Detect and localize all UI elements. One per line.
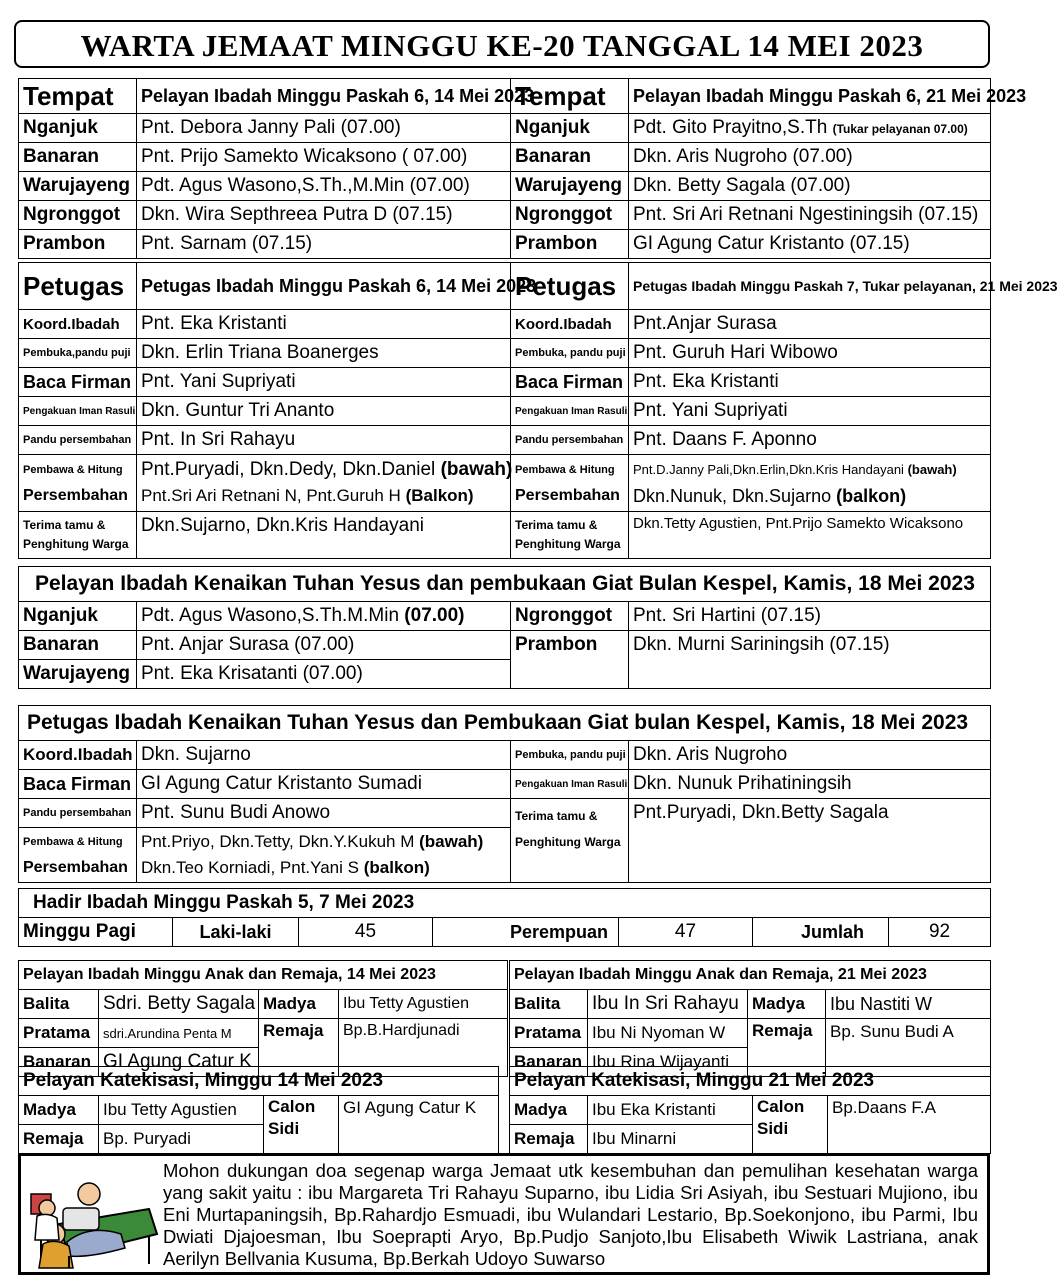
role: Baca Firman xyxy=(511,368,629,397)
tempat-header-right: Pelayan Ibadah Minggu Paskah 6, 21 Mei 2023 xyxy=(629,79,991,114)
doa-text: Mohon dukungan doa segenap warga Jemaat utk kesembuhan dan pemulihan kesehatan warga yang sakit yaitu : ibu Margareta Tri Rahayu Suparno, ibu Lidia Sri Asiyah, ibu Sestuari Mujiono, ibu Eni Murtapaningsih, Bp.Rahardjo Esmuadi, ibu Wulandari Lestario, Bp.Soekonjono, ibu Parmi, Ibu Dwiati Djajoesman, Ibu Soeprapti Aryo, Bp.Pudjo Sanjoto,Ibu Elisabeth Wiwik Lastriana, anak Aerilyn Bellvania Kusuma, Bp.Berkah Udoyo Suwarso xyxy=(163,1160,978,1269)
petugas-name: Pnt. Sunu Budi Anowo xyxy=(137,799,511,828)
pelayan xyxy=(137,602,511,631)
pelayan: Bp. Puryadi xyxy=(99,1125,264,1154)
tempat-table xyxy=(18,78,1027,259)
kenaikan-petugas-header: Petugas Ibadah Kenaikan Tuhan Yesus dan Pembukaan Giat bulan Kespel, Kamis, 18 Mei 2023 xyxy=(19,706,991,741)
tempat-header-left: Pelayan Ibadah Minggu Paskah 6, 14 Mei 2023 xyxy=(137,79,511,114)
petugas-header-left: Petugas Ibadah Minggu Paskah 6, 14 Mei 2023 xyxy=(137,263,511,310)
pelayan: Pnt. Prijo Samekto Wicaksono ( 07.00) xyxy=(137,143,511,172)
role: Pengakuan Iman Rasuli xyxy=(19,397,137,426)
place: Ngronggot xyxy=(511,201,629,230)
petugas-label-right: Petugas xyxy=(511,263,629,310)
pelayan: Ibu Ni Nyoman W xyxy=(588,1019,748,1048)
pelayan-note: (Tukar pelayanan 07.00) xyxy=(832,122,968,136)
role-b: Persembahan xyxy=(23,859,128,876)
role: Pandu persembahan xyxy=(511,426,629,455)
name-a: Pnt.D.Janny Pali,Dkn.Erlin,Dkn.Kris Handayani xyxy=(633,462,904,477)
hadir-table xyxy=(18,888,991,947)
kenaikan-pelayan-header: Pelayan Ibadah Kenaikan Tuhan Yesus dan pembukaan Giat Bulan Kespel, Kamis, 18 Mei 2023 xyxy=(19,567,991,602)
hadir-header: Hadir Ibadah Minggu Paskah 5, 7 Mei 2023 xyxy=(19,889,991,918)
pelayan: Ibu Tetty Agustien xyxy=(339,990,508,1019)
role: Koord.Ibadah xyxy=(19,741,137,770)
petugas-name: Dkn. Sujarno xyxy=(137,741,511,770)
role-b: Penghitung Warga xyxy=(515,835,621,849)
role xyxy=(511,512,629,559)
role xyxy=(19,512,137,559)
place: Prambon xyxy=(511,631,629,689)
sidi-label: Sidi xyxy=(757,1119,789,1138)
note-a: (bawah) xyxy=(440,459,513,480)
pelayan: Bp.Daans F.A xyxy=(828,1096,991,1154)
note-a: (bawah) xyxy=(907,462,957,477)
place: Warujayeng xyxy=(19,660,137,689)
petugas-name: Pnt. Guruh Hari Wibowo xyxy=(629,339,991,368)
petugas-name: Pnt. Eka Kristanti xyxy=(629,368,991,397)
page-title: WARTA JEMAAT MINGGU KE-20 TANGGAL 14 MEI 2023 xyxy=(80,28,924,63)
level: Remaja xyxy=(510,1125,588,1154)
pelayan xyxy=(629,114,991,143)
petugas-name: Pnt. Daans F. Aponno xyxy=(629,426,991,455)
place: Banaran xyxy=(19,143,137,172)
petugas-name xyxy=(629,455,991,512)
laki-label: Laki-laki xyxy=(173,918,299,947)
place: Banaran xyxy=(19,631,137,660)
calon-label: Calon xyxy=(757,1097,805,1116)
place: Ngronggot xyxy=(19,201,137,230)
jumlah-count: 92 xyxy=(889,918,991,947)
jumlah-label: Jumlah xyxy=(753,918,889,947)
pelayan: Pdt. Agus Wasono,S.Th.,M.Min (07.00) xyxy=(137,172,511,201)
note-b: (balkon) xyxy=(363,858,430,877)
pelayan: Dkn. Betty Sagala (07.00) xyxy=(629,172,991,201)
petugas-name: Dkn.Tetty Agustien, Pnt.Prijo Samekto Wicaksono xyxy=(629,512,991,559)
calon-label: Calon xyxy=(268,1097,316,1116)
pelayan: GI Agung Catur K xyxy=(99,1048,259,1077)
pelayan: Pnt. Sri Hartini (07.15) xyxy=(629,602,991,631)
petugas-name: Pnt.Anjar Surasa xyxy=(629,310,991,339)
level: Pratama xyxy=(19,1019,99,1048)
perempuan-label: Perempuan xyxy=(433,918,619,947)
line-b xyxy=(141,483,506,509)
pelayan: Bp. Sunu Budi A xyxy=(826,1019,991,1077)
pelayan: Dkn. Wira Septhreea Putra D (07.15) xyxy=(137,201,511,230)
role: Pandu persembahan xyxy=(19,426,137,455)
role-b: Penghitung Warga xyxy=(515,537,621,551)
name-b: Dkn.Nunuk, Dkn.Sujarno xyxy=(633,486,832,506)
pelayan: Ibu Nastiti W xyxy=(826,990,991,1019)
role: Pembuka,pandu puji xyxy=(19,339,137,368)
petugas-name xyxy=(137,828,511,883)
role: Baca Firman xyxy=(19,770,137,799)
level: Remaja xyxy=(748,1019,826,1077)
petugas-table xyxy=(18,262,1058,559)
place: Warujayeng xyxy=(19,172,137,201)
perempuan-count: 47 xyxy=(619,918,753,947)
name-a: Pnt.Puryadi, Dkn.Dedy, Dkn.Daniel xyxy=(141,459,436,480)
pelayan: Pnt. Debora Janny Pali (07.00) xyxy=(137,114,511,143)
note-b: (balkon) xyxy=(836,486,907,506)
tempat-label-right: Tempat xyxy=(511,79,629,114)
role-a: Terima tamu & xyxy=(23,518,106,532)
katekisasi-header: Pelayan Katekisasi, Minggu 21 Mei 2023 xyxy=(510,1067,991,1096)
sick-patient-icon xyxy=(29,1164,159,1268)
level: Banaran xyxy=(510,1048,588,1077)
note-b: (Balkon) xyxy=(405,486,474,505)
pelayan: GI Agung Catur Kristanto (07.15) xyxy=(629,230,991,259)
petugas-name: Dkn. Guntur Tri Ananto xyxy=(137,397,511,426)
role: Pembuka, pandu puji xyxy=(511,741,629,770)
petugas-name: Dkn. Erlin Triana Boanerges xyxy=(137,339,511,368)
level: Pratama xyxy=(510,1019,588,1048)
doa-box xyxy=(18,1153,990,1275)
katekisasi-left xyxy=(18,1066,499,1154)
role xyxy=(19,828,137,883)
level xyxy=(753,1096,828,1154)
anak-remaja-header: Pelayan Ibadah Minggu Anak dan Remaja, 21 Mei 2023 xyxy=(510,961,991,990)
name-a: Pnt.Priyo, Dkn.Tetty, Dkn.Y.Kukuh M xyxy=(141,832,415,851)
katekisasi-right xyxy=(509,1066,991,1154)
role: Pandu persembahan xyxy=(19,799,137,828)
tempat-label-left: Tempat xyxy=(19,79,137,114)
anak-remaja-right xyxy=(509,960,991,1077)
role: Koord.Ibadah xyxy=(511,310,629,339)
petugas-header-right: Petugas Ibadah Minggu Paskah 7, Tukar pelayanan, 21 Mei 2023 xyxy=(629,263,991,310)
level: Remaja xyxy=(19,1125,99,1154)
sidi-label: Sidi xyxy=(268,1119,300,1138)
role xyxy=(511,455,629,512)
petugas-name: GI Agung Catur Kristanto Sumadi xyxy=(137,770,511,799)
pelayan: sdri.Arundina Penta M xyxy=(99,1019,259,1048)
place: Warujayeng xyxy=(511,172,629,201)
kenaikan-pelayan-table xyxy=(18,566,991,689)
place: Banaran xyxy=(511,143,629,172)
place: Ngronggot xyxy=(511,602,629,631)
laki-count: 45 xyxy=(299,918,433,947)
line-b xyxy=(141,855,506,881)
pelayan-name: Pdt. Agus Wasono,S.Th.M.Min xyxy=(141,605,400,626)
role-b: Persembahan xyxy=(515,487,620,504)
title-box xyxy=(14,20,990,68)
pelayan: Ibu Tetty Agustien xyxy=(99,1096,264,1125)
place: Nganjuk xyxy=(19,114,137,143)
level: Madya xyxy=(19,1096,99,1125)
petugas-name: Pnt. Yani Supriyati xyxy=(629,397,991,426)
level: Banaran xyxy=(19,1048,99,1077)
role: Pengakuan Iman Rasuli xyxy=(511,397,629,426)
place: Nganjuk xyxy=(19,602,137,631)
pelayan: Ibu Eka Kristanti xyxy=(588,1096,753,1125)
pelayan-name: Pdt. Gito Prayitno,S.Th xyxy=(633,117,828,138)
hadir-label: Minggu Pagi xyxy=(19,918,173,947)
role-a: Pembawa & Hitung xyxy=(515,464,615,476)
role: Koord.Ibadah xyxy=(19,310,137,339)
role-a: Pembawa & Hitung xyxy=(23,836,123,848)
petugas-name xyxy=(137,455,511,512)
petugas-name: Dkn. Aris Nugroho xyxy=(629,741,991,770)
pelayan: Pnt. Anjar Surasa (07.00) xyxy=(137,631,511,660)
pelayan: Dkn. Murni Sariningsih (07.15) xyxy=(629,631,991,689)
level xyxy=(264,1096,339,1154)
place: Nganjuk xyxy=(511,114,629,143)
level: Madya xyxy=(510,1096,588,1125)
level: Balita xyxy=(19,990,99,1019)
pelayan: Pnt. Sri Ari Retnani Ngestiningsih (07.15) xyxy=(629,201,991,230)
pelayan: GI Agung Catur K xyxy=(339,1096,499,1154)
petugas-name: Pnt. Yani Supriyati xyxy=(137,368,511,397)
pelayan: Pnt. Sarnam (07.15) xyxy=(137,230,511,259)
petugas-label-left: Petugas xyxy=(19,263,137,310)
pelayan: Ibu Rina Wijayanti xyxy=(588,1048,748,1077)
anak-remaja-left xyxy=(18,960,508,1077)
petugas-name: Pnt. Eka Kristanti xyxy=(137,310,511,339)
role-b: Persembahan xyxy=(23,487,128,504)
level: Madya xyxy=(748,990,826,1019)
line-b xyxy=(633,483,986,509)
role: Pembuka, pandu puji xyxy=(511,339,629,368)
pelayan: Dkn. Aris Nugroho (07.00) xyxy=(629,143,991,172)
pelayan: Pnt. Eka Krisatanti (07.00) xyxy=(137,660,511,689)
petugas-name: Dkn. Nunuk Prihatiningsih xyxy=(629,770,991,799)
name-b: Pnt.Sri Ari Retnani N, Pnt.Guruh H xyxy=(141,486,401,505)
role: Pengakuan Iman Rasuli xyxy=(511,770,629,799)
katekisasi-header: Pelayan Katekisasi, Minggu 14 Mei 2023 xyxy=(19,1067,499,1096)
anak-remaja-header: Pelayan Ibadah Minggu Anak dan Remaja, 14 Mei 2023 xyxy=(19,961,508,990)
line-a xyxy=(633,457,986,483)
level: Madya xyxy=(259,990,339,1019)
place: Prambon xyxy=(19,230,137,259)
line-a xyxy=(141,457,513,483)
level: Remaja xyxy=(259,1019,339,1077)
petugas-name: Pnt.Puryadi, Dkn.Betty Sagala xyxy=(629,799,991,883)
role-b: Penghitung Warga xyxy=(23,537,129,551)
role-a: Terima tamu & xyxy=(515,518,598,532)
pelayan: Sdri. Betty Sagala xyxy=(99,990,259,1019)
name-b: Dkn.Teo Korniadi, Pnt.Yani S xyxy=(141,858,359,877)
place: Prambon xyxy=(511,230,629,259)
role-a: Pembawa & Hitung xyxy=(23,464,123,476)
pelayan: Bp.B.Hardjunadi xyxy=(339,1019,508,1077)
role xyxy=(19,455,137,512)
role: Baca Firman xyxy=(19,368,137,397)
pelayan: Ibu Minarni xyxy=(588,1125,753,1154)
pelayan: Ibu In Sri Rahayu xyxy=(588,990,748,1019)
level: Balita xyxy=(510,990,588,1019)
role xyxy=(511,799,629,883)
role-a: Terima tamu & xyxy=(515,809,598,823)
pelayan-note: (07.00) xyxy=(404,605,465,626)
petugas-name: Pnt. In Sri Rahayu xyxy=(137,426,511,455)
kenaikan-petugas-table xyxy=(18,705,991,883)
line-a xyxy=(141,829,506,855)
petugas-name: Dkn.Sujarno, Dkn.Kris Handayani xyxy=(137,512,511,559)
note-a: (bawah) xyxy=(419,832,484,851)
